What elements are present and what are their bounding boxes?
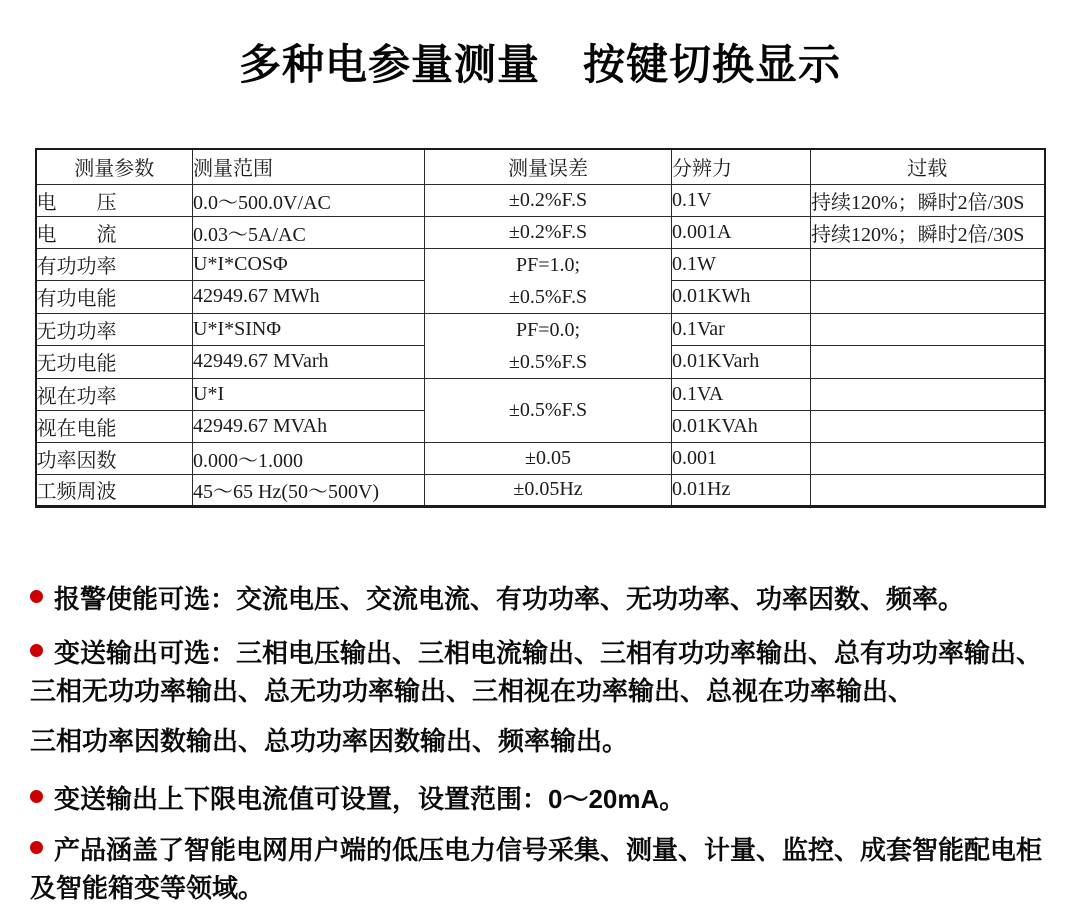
cell-overload [811,248,1045,281]
cell-param: 视在功率 [36,378,193,410]
bullet-dot-icon [30,590,43,603]
cell-overload: 持续120%；瞬时2倍/30S [811,184,1045,216]
cell-param: 有功功率 [36,248,193,281]
table-header-row [36,149,1045,184]
bullet-continuation [30,722,1054,760]
error-line: ±0.5%F.S [508,285,588,308]
page [0,32,1080,907]
cell-resolution: 0.01KVAh [672,410,811,442]
cell-error-merged [425,248,672,313]
cell-param: 视在电能 [36,410,193,442]
cell-param: 工频周波 [36,474,193,506]
cell-resolution: 0.1W [672,248,811,281]
error-line: ±0.5%F.S [508,399,588,421]
cell-overload: 持续120%；瞬时2倍/30S [811,216,1045,248]
error-line: ±0.5%F.S [508,350,588,373]
cell-overload [811,313,1045,346]
cell-resolution: 0.001A [672,216,811,248]
bullet-item [30,634,1054,710]
bullet-text: 报警使能可选：交流电压、交流电流、有功功率、无功功率、功率因数、频率。 [54,583,965,614]
bullet-item [30,780,1054,818]
cell-range: 42949.67 MVAh [193,410,425,442]
cell-overload [811,281,1045,314]
bullet-item [30,580,1054,618]
bullet-text: 变送输出可选：三相电压输出、三相电流输出、三相有功功率输出、总有功功率输出、三相无功功率输出、总无功功率输出、三相视在功率输出、总视在功率输出、 [30,637,1043,706]
cell-resolution: 0.001 [672,442,811,474]
cell-error-merged [425,378,672,442]
bullet-dot-icon [30,644,43,657]
bullet-text: 产品涵盖了智能电网用户端的低压电力信号采集、测量、计量、监控、成套智能配电柜及智能箱变等领域。 [30,834,1043,903]
cell-resolution: 0.1VA [672,378,811,410]
cell-param: 无功电能 [36,346,193,379]
bullet-text: 变送输出上下限电流值可设置，设置范围：0～20mA。 [54,783,686,814]
cell-range: U*I*SINΦ [193,313,425,346]
table-row [36,184,1045,216]
cell-param: 无功功率 [36,313,193,346]
header-range: 测量范围 [193,149,425,184]
feature-bullets [30,580,1054,907]
cell-range: 42949.67 MVarh [193,346,425,379]
cell-range: 0.0～500.0V/AC [193,184,425,216]
cell-error-merged [425,313,672,378]
cell-range: 0.03～5A/AC [193,216,425,248]
measurement-spec-table [35,148,1046,508]
cell-error: ±0.2%F.S [425,184,672,216]
page-title: 多种电参量测量 按键切换显示 [238,41,841,88]
table-row [36,216,1045,248]
bullet-text: 三相功率因数输出、总功功率因数输出、频率输出。 [30,725,629,756]
cell-error: ±0.05Hz [425,474,672,506]
cell-resolution: 0.01Hz [672,474,811,506]
cell-resolution: 0.1Var [672,313,811,346]
table-row [36,248,1045,281]
cell-resolution: 0.1V [672,184,811,216]
cell-range: 42949.67 MWh [193,281,425,314]
bullet-dot-icon [30,841,43,854]
cell-range: U*I*COSΦ [193,248,425,281]
bullet-dot-icon [30,790,43,803]
header-error: 测量误差 [425,149,672,184]
cell-param: 功率因数 [36,442,193,474]
cell-overload [811,442,1045,474]
bullet-item [30,831,1054,907]
cell-range: 45～65 Hz(50～500V) [193,474,425,506]
cell-error: ±0.2%F.S [425,216,672,248]
header-param: 测量参数 [36,149,193,184]
table-row [36,442,1045,474]
error-line: PF=0.0; [515,318,581,341]
cell-overload [811,410,1045,442]
cell-error: ±0.05 [425,442,672,474]
cell-overload [811,474,1045,506]
header-overload: 过载 [811,149,1045,184]
error-line: PF=1.0; [515,253,581,276]
cell-range: U*I [193,378,425,410]
cell-overload [811,378,1045,410]
cell-param: 电 压 [36,184,193,216]
cell-overload [811,346,1045,379]
cell-param: 有功电能 [36,281,193,314]
cell-resolution: 0.01KVarh [672,346,811,379]
cell-resolution: 0.01KWh [672,281,811,314]
table-row [36,378,1045,410]
table-row [36,313,1045,346]
cell-param: 电 流 [36,216,193,248]
header-resolution: 分辨力 [672,149,811,184]
cell-range: 0.000～1.000 [193,442,425,474]
table-row [36,474,1045,506]
